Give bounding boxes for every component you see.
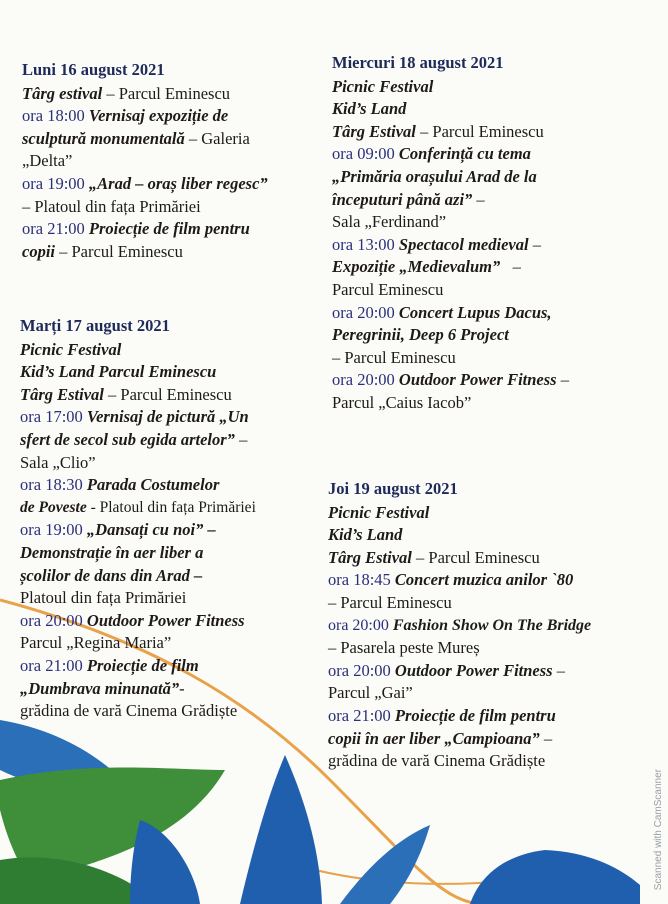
- event-time: ora 21:00: [20, 655, 87, 675]
- event-line: Picnic Festival: [332, 76, 434, 96]
- event-line: începuturi până azi” –: [332, 189, 485, 209]
- event-line: ora 13:00 Spectacol medieval –: [332, 234, 541, 254]
- event-line: grădina de vară Cinema Grădiște: [328, 751, 546, 771]
- day-block-luni: [22, 59, 322, 263]
- event-line: Demonstrație în aer liber a: [20, 542, 204, 562]
- event-time: ora 20:00: [328, 616, 393, 634]
- event-line: Peregrinii, Deep 6 Project: [332, 325, 509, 345]
- blue-leaf: [240, 755, 322, 904]
- event-time: ora 19:00: [22, 173, 89, 193]
- day-heading: Luni 16 august 2021: [22, 60, 165, 79]
- event-line: „Dumbrava minunată”-: [20, 678, 185, 698]
- event-time: ora 20:00: [332, 302, 399, 322]
- event-time: ora 18:45: [328, 570, 395, 590]
- event-line: grădina de vară Cinema Grădiște: [20, 701, 238, 721]
- event-line: Târg Estival – Parcul Eminescu: [332, 121, 544, 141]
- day-block-joi: [328, 478, 653, 773]
- event-line: ora 18:45 Concert muzica anilor `80: [328, 570, 574, 590]
- event-line: de Poveste - Platoul din fața Primăriei: [20, 498, 256, 516]
- event-line: ora 21:00 Proiecție de film pentru: [22, 219, 250, 239]
- scanner-watermark: Scanned with CamScanner: [653, 768, 664, 890]
- event-line: ora 21:00 Proiecție de film pentru: [328, 705, 556, 725]
- event-line: „Delta”: [22, 151, 73, 171]
- event-line: Parcul „Gai”: [328, 683, 413, 703]
- event-time: ora 13:00: [332, 234, 399, 254]
- day-heading: Joi 19 august 2021: [328, 479, 458, 498]
- event-line: Platoul din fața Primăriei: [20, 588, 187, 608]
- event-line: ora 09:00 Conferință cu tema: [332, 144, 531, 164]
- event-time: ora 18:30: [20, 475, 87, 495]
- event-time: ora 18:00: [22, 106, 89, 126]
- event-line: ora 19:00 „Arad – oraș liber regesc”: [22, 173, 268, 193]
- event-line: „Primăria orașului Arad de la: [332, 166, 537, 186]
- event-line: Târg Estival – Parcul Eminescu: [20, 384, 232, 404]
- event-line: ora 20:00 Concert Lupus Dacus,: [332, 302, 552, 322]
- event-line: Kid’s Land: [328, 525, 403, 545]
- event-line: ora 18:00 Vernisaj expoziție de: [22, 106, 229, 126]
- event-line: – Pasarela peste Mureș: [328, 638, 480, 658]
- blue-leaf: [470, 850, 640, 904]
- event-time: ora 21:00: [22, 219, 89, 239]
- event-line: Târg Estival – Parcul Eminescu: [328, 547, 540, 567]
- event-line: ora 17:00 Vernisaj de pictură „Un: [20, 407, 249, 427]
- event-time: ora 20:00: [20, 610, 87, 630]
- event-time: ora 19:00: [20, 520, 87, 540]
- event-time: ora 20:00: [328, 660, 395, 680]
- event-line: ora 20:00 Outdoor Power Fitness –: [328, 660, 565, 680]
- event-line: sfert de secol sub egida artelor” –: [20, 429, 248, 449]
- event-line: Târg estival – Parcul Eminescu: [22, 83, 231, 103]
- event-line: ora 20:00 Fashion Show On The Bridge: [328, 616, 592, 634]
- event-line: Picnic Festival: [20, 339, 122, 359]
- event-line: ora 21:00 Proiecție de film: [20, 655, 199, 675]
- event-line: Parcul „Caius Iacob”: [332, 392, 472, 412]
- event-line: ora 20:00 Outdoor Power Fitness: [20, 610, 245, 630]
- day-block-miercuri: [332, 52, 652, 415]
- event-time: ora 09:00: [332, 144, 399, 164]
- day-heading: Miercuri 18 august 2021: [332, 53, 504, 72]
- event-line: Kid’s Land: [332, 99, 407, 119]
- event-line: Sala „Clio”: [20, 452, 96, 472]
- event-line: sculptură monumentală – Galeria: [22, 128, 250, 148]
- event-line: Parcul „Regina Maria”: [20, 633, 172, 653]
- event-time: ora 17:00: [20, 407, 87, 427]
- event-line: copii în aer liber „Campioana” –: [328, 728, 553, 748]
- event-line: – Platoul din fața Primăriei: [22, 196, 201, 216]
- event-time: ora 20:00: [332, 370, 399, 390]
- event-line: Parcul Eminescu: [332, 279, 444, 299]
- event-line: – Parcul Eminescu: [332, 347, 456, 367]
- event-time: ora 21:00: [328, 705, 395, 725]
- blue-leaf: [130, 820, 200, 904]
- event-line: copii – Parcul Eminescu: [22, 241, 183, 261]
- event-line: ora 18:30 Parada Costumelor: [20, 475, 220, 495]
- day-block-marti: [20, 315, 325, 723]
- event-line: – Parcul Eminescu: [328, 592, 452, 612]
- event-line: Expoziție „Medievalum” –: [332, 257, 521, 277]
- event-line: Kid’s Land Parcul Eminescu: [20, 362, 217, 382]
- event-line: Sala „Ferdinand”: [332, 212, 447, 232]
- day-heading: Marți 17 august 2021: [20, 316, 170, 335]
- event-line: ora 19:00 „Dansați cu noi” –: [20, 520, 216, 540]
- event-line: școlilor de dans din Arad –: [20, 565, 203, 585]
- event-line: Picnic Festival: [328, 502, 430, 522]
- event-line: ora 20:00 Outdoor Power Fitness –: [332, 370, 569, 390]
